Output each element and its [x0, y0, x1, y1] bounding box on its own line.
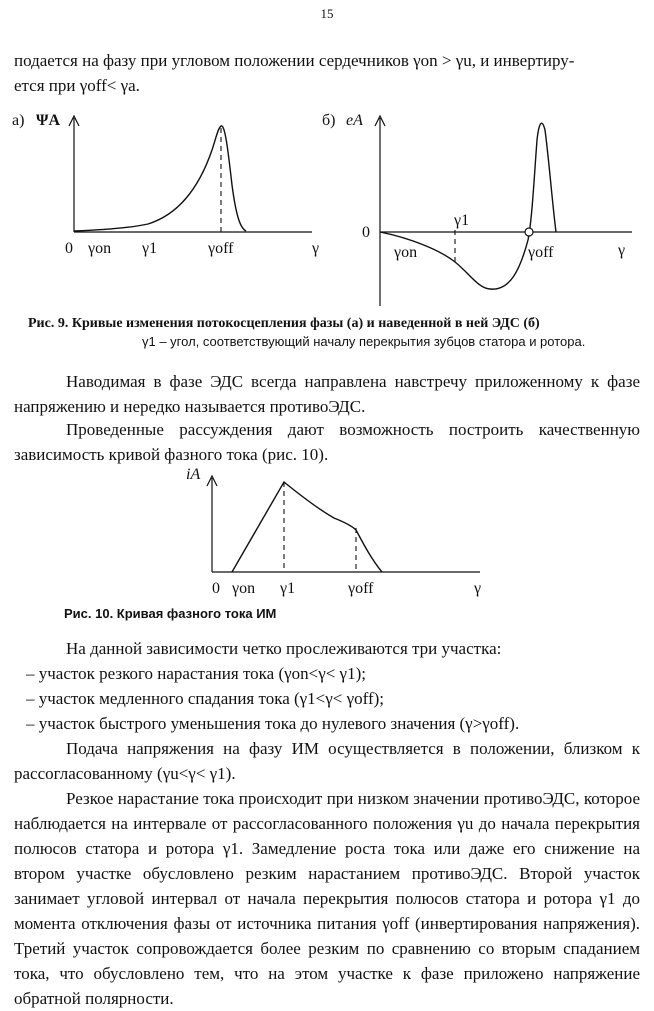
intro-line-2: ется при γoff< γa.	[14, 76, 140, 95]
fig10-caption: Рис. 10. Кривая фазного тока ИМ	[64, 606, 277, 621]
fig10-curve	[232, 482, 382, 572]
fig9b-y-axis-label: eA	[346, 112, 363, 129]
paragraph-2: Проведенные рассуждения дают возможность построить качественную зависимость кривой фазного тока (рис. 10).	[14, 420, 640, 464]
list-item: – участок быстрого уменьшения тока до нулевого значения (γ>γoff).	[26, 714, 520, 733]
fig9a-panel-label: а)	[12, 112, 25, 129]
fig10-y-axis-label: iA	[186, 466, 201, 483]
bullet-list	[26, 661, 646, 736]
fig9a-tick-0: 0	[65, 240, 73, 257]
list-item: – участок резкого нарастания тока (γon<γ< γ1);	[26, 664, 366, 683]
fig9a-tick-gon: γon	[88, 240, 112, 257]
fig10-tick-g: γ	[474, 580, 482, 597]
list-item: – участок медленного спадания тока (γ1<γ< γoff);	[26, 689, 385, 708]
paragraph-4: Подача напряжения на фазу ИМ осуществляется в положении, близком к рассогласованному (γu<γ< γ1).	[14, 739, 640, 783]
fig10-tick-goff: γoff	[348, 580, 374, 597]
fig9a-y-axis-label: ΨA	[36, 112, 61, 129]
fig9a-tick-g: γ	[312, 240, 320, 257]
fig9b-tick-goff: γoff	[528, 244, 554, 261]
fig9b-panel-label: б)	[322, 112, 336, 129]
paragraph-3: На данной зависимости четко прослеживаются три участка:	[66, 639, 502, 658]
fig9b-tick-gon: γon	[394, 244, 418, 261]
fig10-tick-g1: γ1	[280, 580, 296, 597]
page-number: 15	[320, 6, 334, 21]
intro-line-1: подается на фазу при угловом положении сердечников γon > γu, и инвертиру-	[14, 51, 575, 70]
fig9b-tick-g1: γ1	[454, 212, 470, 229]
fig9a-tick-g1: γ1	[142, 240, 158, 257]
fig9-caption-title: Рис. 9. Кривые изменения потокосцепления фазы (а) и наведенной в ней ЭДС (б)	[28, 316, 540, 331]
fig9b-tick-g: γ	[618, 242, 626, 259]
paragraph-5: Резкое нарастание тока происходит при низком значении противоЭДС, которое наблюдается на интервале от рассогласованного положения γu до начала перекрытия полюсов статора и ротора γ1. Замедление роста тока или даже его снижение на втором участке обусловлено резким нарастанием противоЭДС. Второй участок занимает угловой интервал от начала перекрытия полюсов статора и ротора γ1 до момента отключения фазы от источника питания γoff (инвертирования напряжения). Третий участок сопровождается более резким по сравнению со вторым спаданием тока, что обусловлено тем, что на этом участке к фазе приложено напряжение обратной полярности.	[14, 789, 640, 1008]
fig9b-tick-0: 0	[362, 224, 370, 241]
fig9a-tick-goff: γoff	[208, 240, 234, 257]
fig10-tick-0: 0	[212, 580, 220, 597]
paragraph-1: Наводимая в фазе ЭДС всегда направлена навстречу приложенному к фазе напряжению и нередко называется противоЭДС.	[14, 372, 640, 416]
fig9-caption-note: γ1 – угол, соответствующий началу перекрытия зубцов статора и ротора.	[142, 334, 586, 349]
fig10-tick-gon: γon	[232, 580, 256, 597]
